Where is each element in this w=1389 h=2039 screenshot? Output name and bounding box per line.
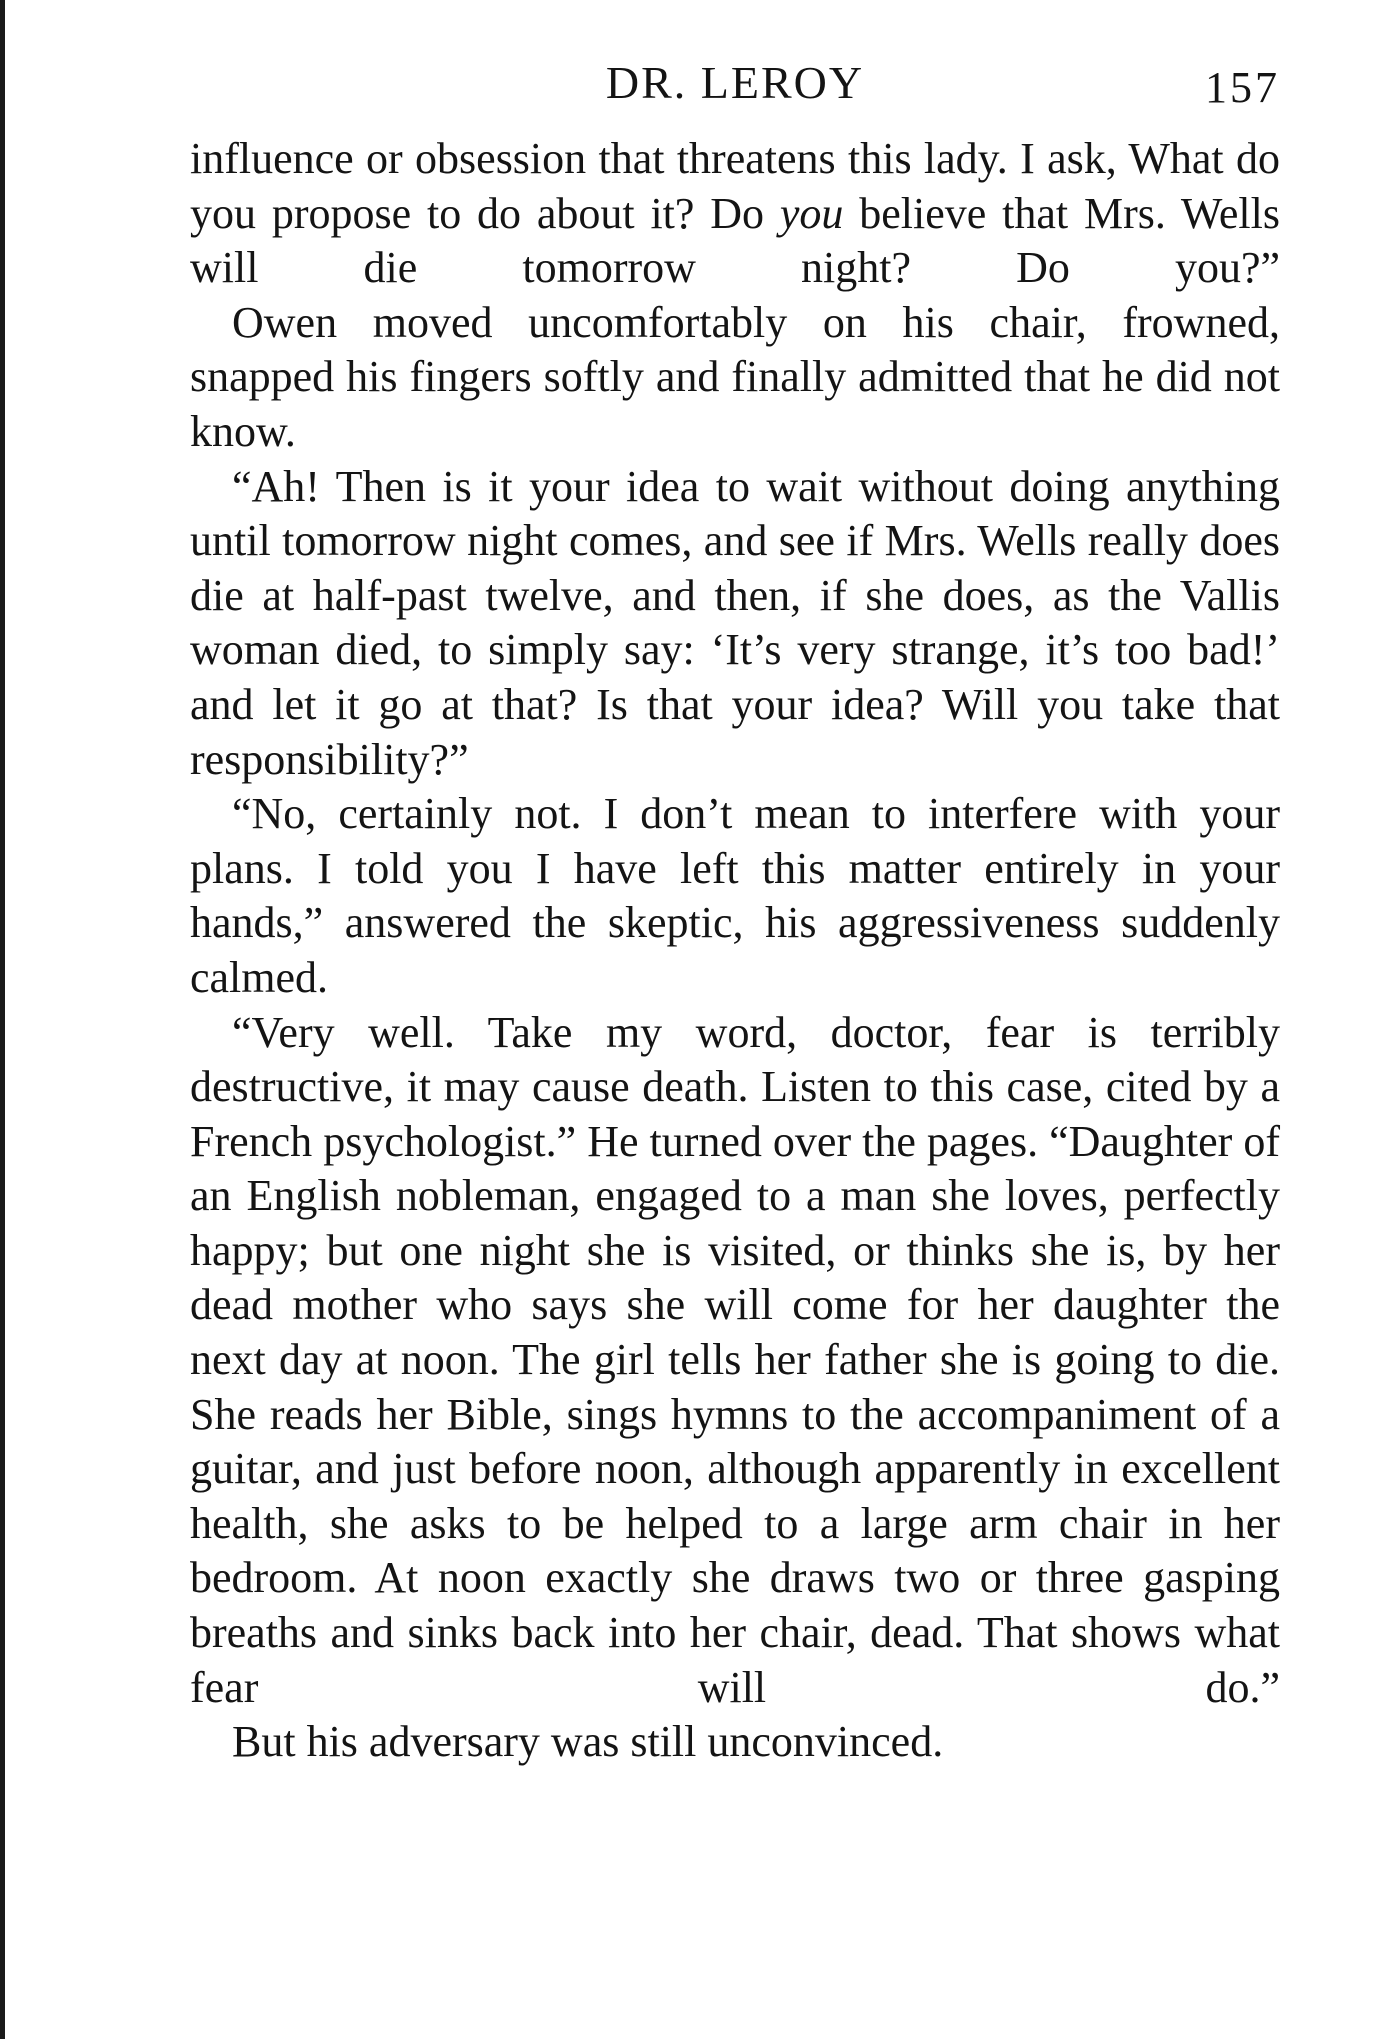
paragraph: But his adversary was still unconvinced. xyxy=(232,1717,944,1767)
paragraph: “No, certainly not. I don’t mean to interfere with your plans. I told you I have left this matter entirely in your hands,” answered the skeptic, his aggressiveness suddenly calmed. xyxy=(190,789,1280,1002)
page-header xyxy=(190,50,1280,120)
paragraph: “Very well. Take my word, doctor, fear is terribly destructive, it may cause death. Listen to this case, cited by a French psychologist.” He turned over the pages. “Daughter of an English nobleman, engaged to a man she loves, perfectly happy; but one night she is visited, or thinks she is, by her dead mother who says she will come for her daughter the next day at noon. The girl tells her father she is going to die. She reads her Bible, sings hymns to the accompaniment of a guitar, and just before noon, although apparently in excellent health, she asks to be helped to a large arm chair in her bedroom. At noon exactly she draws two or three gasping breaths and sinks back into her chair, dead. That shows what fear will do.” xyxy=(190,1007,1280,1712)
paragraph xyxy=(190,132,1280,296)
text-run: influence or obsession that threatens this lady. I ask, What do you propose to do about it? Do xyxy=(190,134,1280,238)
page-number: 157 xyxy=(1205,63,1280,112)
body-text xyxy=(190,132,1280,1770)
text-run: believe that Mrs. Wells will die tomorrow night? Do you?” xyxy=(190,188,1280,293)
paragraph: Owen moved uncomfortably on his chair, frowned, snapped his fingers softly and finally admitted that he did not know. xyxy=(190,297,1280,456)
paragraph: “Ah! Then is it your idea to wait without doing anything until tomorrow night comes, and see if Mrs. Wells really does die at half-past twelve, and then, if she does, as the Vallis woman died, to simply say: ‘It’s very strange, it’s too bad!’ and let it go at that? Is that your idea? Will you take that responsibility?” xyxy=(190,461,1280,784)
running-head: DR. LEROY xyxy=(605,57,865,108)
emphasis: you xyxy=(779,188,844,238)
page-spine-edge xyxy=(0,0,5,2039)
